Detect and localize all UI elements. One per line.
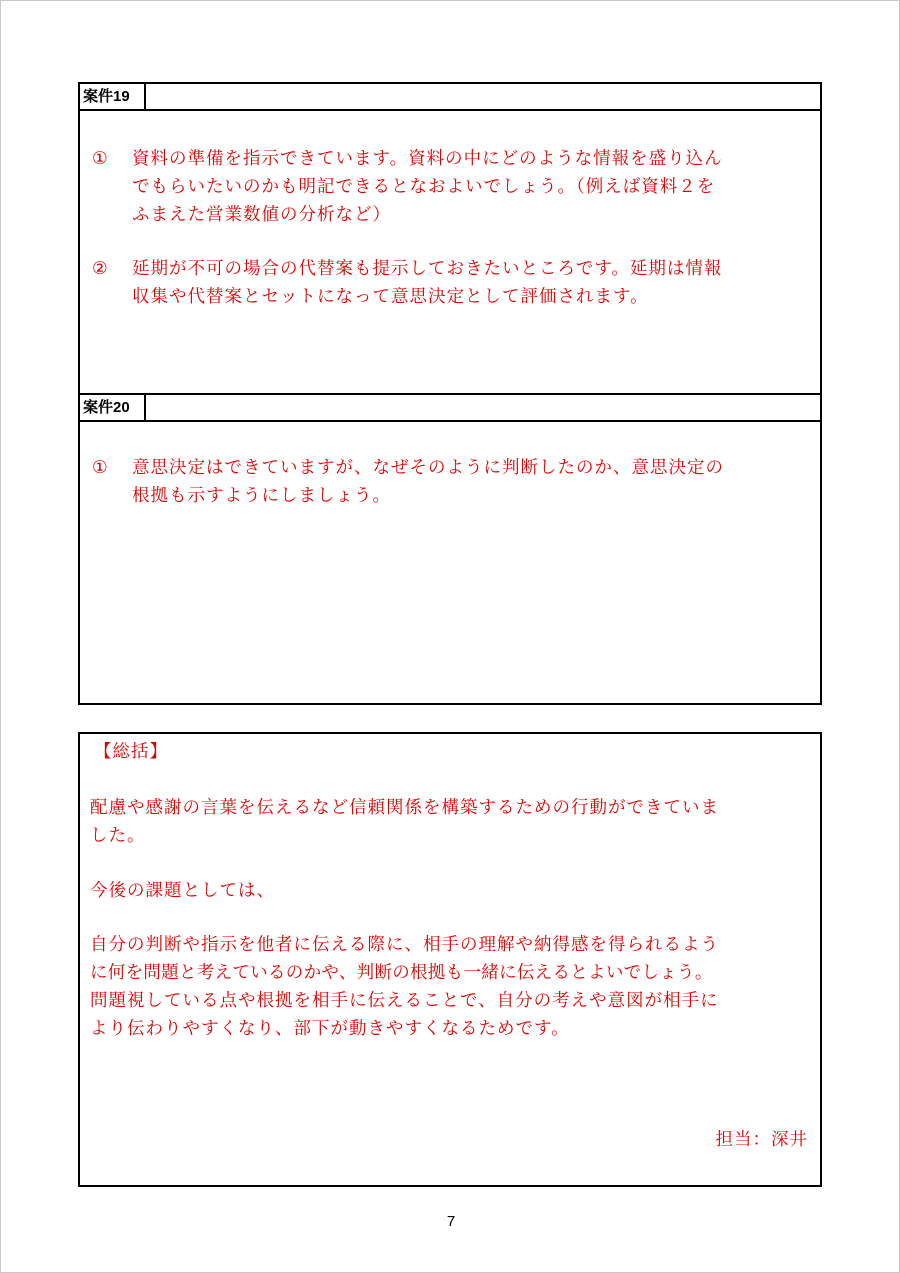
item-number: ②	[92, 259, 109, 279]
summary-line: した。	[90, 826, 146, 846]
summary-line: より伝わりやすくなり、部下が動きやすくなるためです。	[90, 1019, 570, 1039]
summary-box	[78, 732, 822, 1187]
summary-heading: 【総括】	[94, 742, 168, 762]
item-line: ふまえた営業数値の分析など）	[132, 205, 391, 225]
summary-line: 問題視している点や根拠を相手に伝えることで、自分の考えや意図が相手に	[90, 991, 719, 1011]
item-line: 意思決定はできていますが、なぜそのように判断したのか、意思決定の	[132, 458, 724, 478]
case20-body	[80, 422, 820, 703]
case20-header	[80, 395, 820, 422]
summary-paragraph-2: 今後の課題としては、	[90, 881, 275, 901]
summary-line: に何を問題と考えているのかや、判断の根拠も一緒に伝えるとよいでしょう。	[90, 963, 713, 983]
item-line: 延期が不可の場合の代替案も提示しておきたいところです。延期は情報	[132, 259, 723, 279]
page-number: 7	[446, 1213, 456, 1230]
case19-item-1	[90, 145, 810, 229]
case20-label: 案件20	[80, 395, 146, 420]
summary-line: 自分の判断や指示を他者に伝える際に、相手の理解や納得感を得られるよう	[90, 935, 719, 955]
summary-paragraph-3	[90, 931, 812, 1043]
item-number: ①	[92, 149, 109, 169]
case19-item-2	[90, 255, 810, 311]
summary-line: 配慮や感謝の言葉を伝えるなど信頼関係を構築するための行動ができていま	[90, 798, 719, 818]
item-line: 資料の準備を指示できています。資料の中にどのような情報を盛り込ん	[132, 149, 723, 169]
summary-paragraph-1	[90, 794, 812, 850]
case19-label: 案件19	[80, 84, 146, 109]
item-line: 収集や代替案とセットになって意思決定として評価されます。	[132, 287, 649, 307]
case20-item-1	[90, 454, 810, 510]
case19-table	[78, 82, 822, 395]
case20-table	[78, 393, 822, 705]
summary-signature: 担当：深井	[715, 1130, 808, 1150]
item-line: 根拠も示すようにしましょう。	[132, 486, 391, 506]
item-line: でもらいたいのかも明記できるとなおよいでしょう。（例えば資料２を	[132, 177, 716, 197]
case19-header	[80, 84, 820, 111]
case19-body	[80, 111, 820, 393]
item-number: ①	[92, 458, 109, 478]
